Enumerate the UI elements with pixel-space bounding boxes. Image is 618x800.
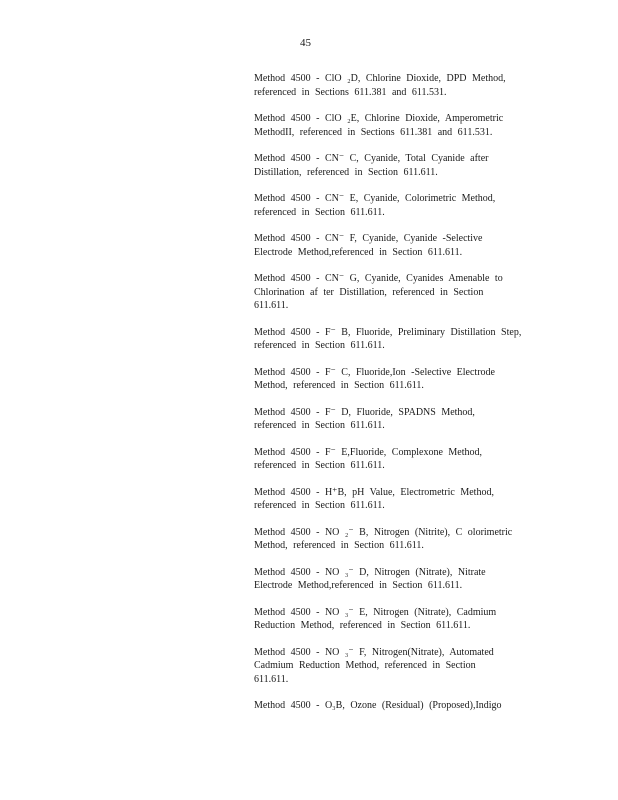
method-entry — [254, 272, 544, 313]
method-entry — [254, 406, 544, 433]
method-entry-line: Method 4500 - CN⁻ E, Cyanide, Colorimetric Method, — [254, 193, 496, 204]
method-entry-line: Method 4500 - CN⁻ G, Cyanide, Cyanides Amenable to — [254, 273, 503, 284]
method-entry-line: 611.611. — [254, 673, 289, 685]
method-entry-line: Method 4500 - O₃B, Ozone (Residual) (Proposed),Indigo — [254, 700, 502, 711]
method-entry-line: Method 4500 - H⁺B, pH Value, Electrometric Method, — [254, 486, 494, 498]
method-entry-line: Method, referenced in Section 611.611. — [254, 380, 424, 391]
method-entry-line: Method 4500 - NO ₂⁻ B, Nitrogen (Nitrite), C olorimetric — [254, 526, 513, 538]
method-entry-line: Method 4500 - ClO ₂E, Chlorine Dioxide, Amperometric — [254, 113, 504, 124]
method-entry-line: Cadmium Reduction Method, referenced in Section — [254, 660, 476, 671]
method-entry-line: referenced in Section 611.611. — [254, 340, 385, 351]
method-entry-line: Electrode Method,referenced in Section 611.611. — [254, 580, 463, 591]
method-entry — [254, 232, 544, 259]
method-entry — [254, 526, 544, 553]
method-entry-line: 611.611. — [254, 300, 289, 311]
method-entry — [254, 192, 544, 219]
method-entry-line: Method, referenced in Section 611.611. — [254, 540, 424, 551]
method-entry — [254, 566, 544, 593]
method-entry-line: Electrode Method,referenced in Section 611.611. — [254, 246, 463, 258]
method-entry — [254, 72, 544, 99]
method-entry-line: referenced in Section 611.611. — [254, 460, 385, 471]
method-entry-line: referenced in Section 611.611. — [254, 206, 385, 218]
method-entry-line: Method 4500 - F⁻ D, Fluoride, SPADNS Method, — [254, 406, 475, 418]
method-entry-line: referenced in Section 611.611. — [254, 500, 385, 511]
method-entry-line: Method 4500 - CN⁻ F, Cyanide, Cyanide -Selective — [254, 233, 483, 244]
method-entry — [254, 112, 544, 139]
method-entry-line: Chlorination af ter Distillation, referenced in Section — [254, 286, 484, 298]
method-entry — [254, 366, 544, 393]
method-entry-line: Method 4500 - CN⁻ C, Cyanide, Total Cyanide after — [254, 153, 489, 164]
method-entry-line: Method 4500 - F⁻ E,Fluoride, Complexone Method, — [254, 446, 482, 458]
method-entry-line: Method 4500 - ClO ₂D, Chlorine Dioxide, DPD Method, — [254, 73, 506, 84]
method-entry-line: referenced in Section 611.611. — [254, 420, 385, 431]
method-entry-line: Method 4500 - F⁻ C, Fluoride,Ion -Selective Electrode — [254, 366, 495, 378]
method-entry-line: Method 4500 - NO ₃⁻ D, Nitrogen (Nitrate), Nitrate — [254, 566, 486, 578]
method-entry-line: referenced in Sections 611.381 and 611.531. — [254, 86, 447, 98]
method-entry — [254, 486, 544, 513]
method-entry — [254, 152, 544, 179]
page-number: 45 — [300, 37, 311, 49]
method-entry — [254, 646, 544, 687]
method-entry — [254, 699, 544, 713]
method-entry — [254, 326, 544, 353]
method-entry-line: Method 4500 - NO ₃⁻ F, Nitrogen(Nitrate), Automated — [254, 646, 494, 658]
method-entry — [254, 606, 544, 633]
method-entry-line: Distillation, referenced in Section 611.611. — [254, 166, 438, 178]
method-entry-line: MethodII, referenced in Sections 611.381 and 611.531. — [254, 126, 493, 138]
method-entry-line: Method 4500 - F⁻ B, Fluoride, Preliminary Distillation Step, — [254, 326, 522, 338]
method-list — [254, 72, 544, 726]
method-entry-line: Reduction Method, referenced in Section 611.611. — [254, 620, 471, 631]
method-entry-line: Method 4500 - NO ₃⁻ E, Nitrogen (Nitrate), Cadmium — [254, 606, 497, 618]
method-entry — [254, 446, 544, 473]
